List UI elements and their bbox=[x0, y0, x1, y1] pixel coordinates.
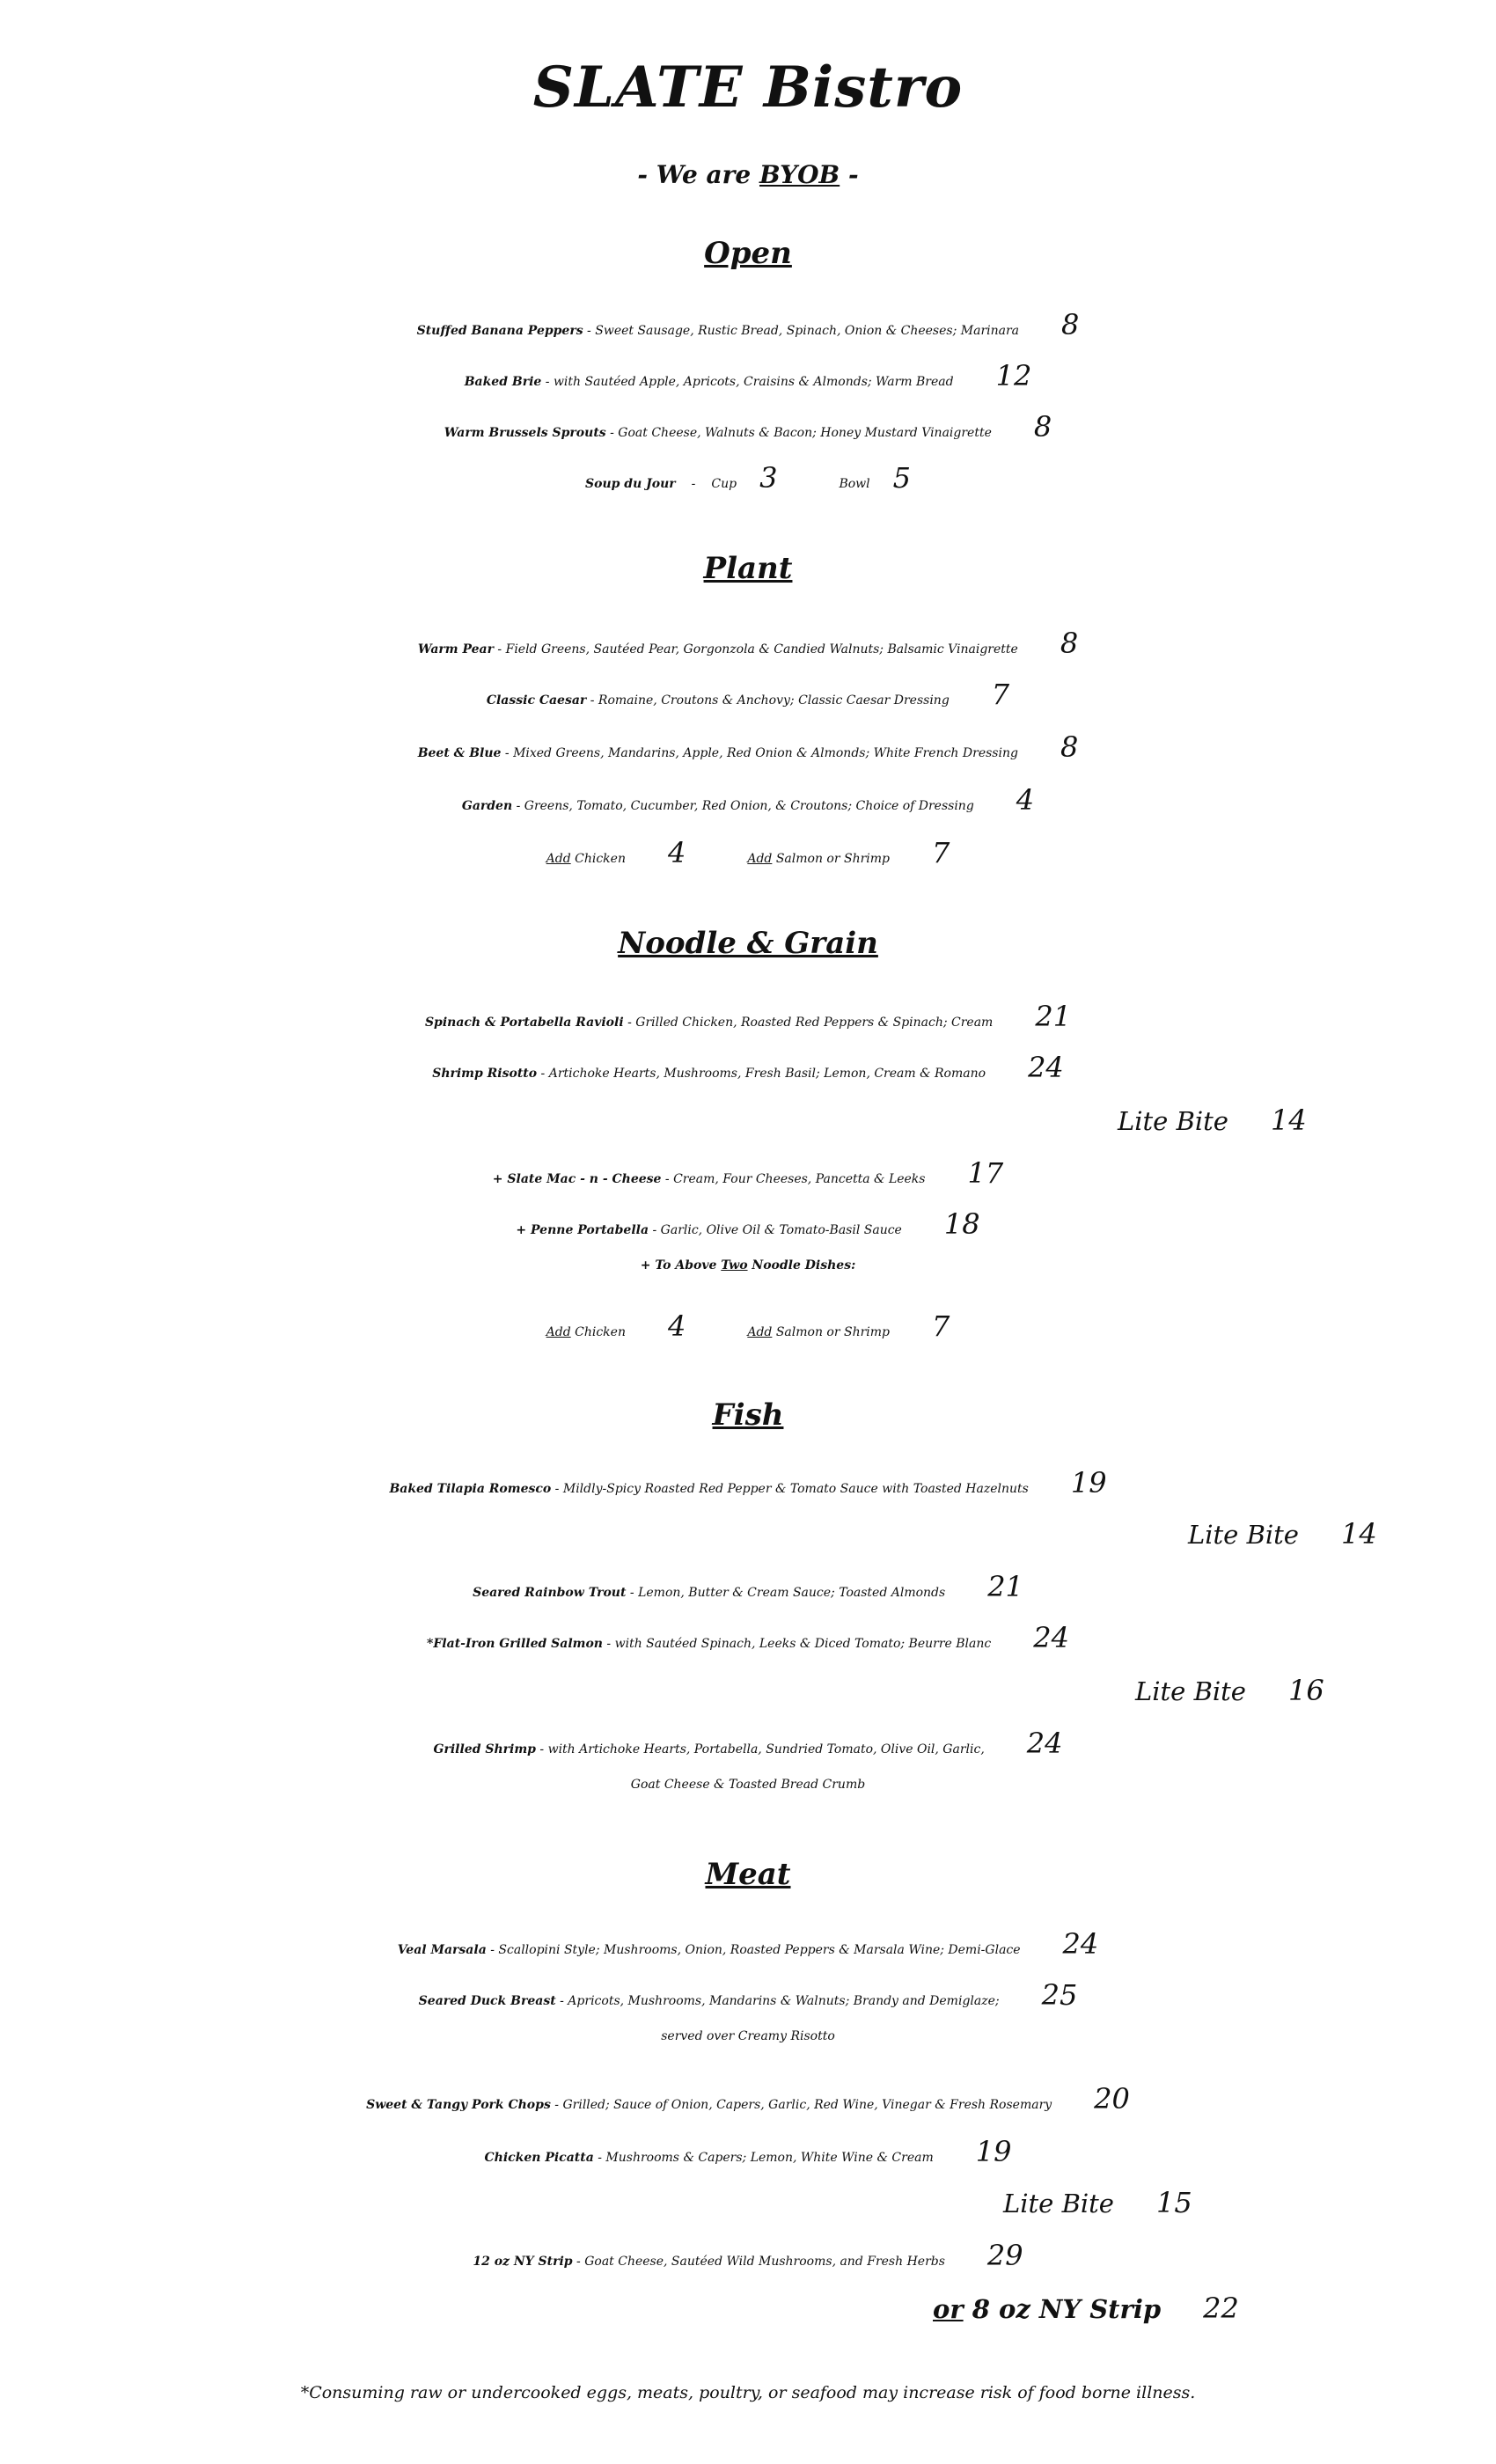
item-price: 8 bbox=[1060, 730, 1079, 764]
item-price: 19 bbox=[1070, 1466, 1107, 1500]
item-price: 20 bbox=[1094, 2082, 1130, 2116]
item-price: 21 bbox=[987, 1570, 1023, 1603]
menu-item: Seared Rainbow Trout - Lemon, Butter & Cream Sauce; Toasted Almonds 21 bbox=[473, 1570, 1023, 1603]
menu-item: Garden - Greens, Tomato, Cucumber, Red Onion, & Croutons; Choice of Dressing 4 bbox=[461, 783, 1035, 817]
item-price: 24 bbox=[1028, 1051, 1064, 1084]
menu-item: Baked Brie - with Sautéed Apple, Apricots, Craisins & Almonds; Warm Bread 12 bbox=[464, 359, 1032, 392]
item-price: 5 bbox=[892, 461, 911, 495]
menu-item: Beet & Blue - Mixed Greens, Mandarins, Apple, Red Onion & Almonds; White French Dressing 8 bbox=[417, 730, 1079, 764]
food-safety-disclaimer: *Consuming raw or undercooked eggs, meats, poultry, or seafood may increase risk of food borne illness. bbox=[300, 2383, 1196, 2402]
item-price: 24 bbox=[1026, 1727, 1063, 1760]
item-price: 8 bbox=[1060, 627, 1079, 660]
item-price: 3 bbox=[759, 461, 778, 495]
item-price: 17 bbox=[967, 1156, 1004, 1190]
item-price: 25 bbox=[1041, 1978, 1078, 2012]
item-price: 7 bbox=[932, 836, 950, 869]
menu-item: *Flat-Iron Grilled Salmon - with Sautéed Spinach, Leeks & Diced Tomato; Beurre Blanc 24 bbox=[427, 1621, 1069, 1654]
add-on-line: Add Chicken 4 Add Salmon or Shrimp 7 bbox=[546, 836, 950, 869]
section-heading-noodle: Noodle & Grain bbox=[618, 926, 878, 961]
item-continuation: served over Creamy Risotto bbox=[661, 2029, 835, 2043]
lite-bite-line: Lite Bite 15 bbox=[1003, 2186, 1192, 2219]
menu-item: Warm Brussels Sprouts - Goat Cheese, Walnuts & Bacon; Honey Mustard Vinaigrette 8 bbox=[444, 410, 1052, 444]
menu-item: Veal Marsala - Scallopini Style; Mushrooms, Onion, Roasted Peppers & Marsala Wine; Demi-Glace 24 bbox=[397, 1927, 1099, 1961]
menu-item: Stuffed Banana Peppers - Sweet Sausage, Rustic Bread, Spinach, Onion & Cheeses; Marinara 8 bbox=[416, 308, 1080, 341]
item-price: 8 bbox=[1033, 410, 1052, 444]
section-heading-open: Open bbox=[704, 236, 792, 271]
item-price: 29 bbox=[986, 2239, 1023, 2272]
item-price: 7 bbox=[991, 678, 1010, 711]
lite-bite-line: Lite Bite 14 bbox=[1118, 1104, 1307, 1137]
section-heading-plant: Plant bbox=[703, 551, 793, 586]
menu-item: Baked Tilapia Romesco - Mildly-Spicy Roasted Red Pepper & Tomato Sauce with Toasted Hazelnuts 19 bbox=[389, 1466, 1107, 1500]
menu-item: Spinach & Portabella Ravioli - Grilled Chicken, Roasted Red Peppers & Spinach; Cream 21 bbox=[424, 1000, 1072, 1033]
item-price: 12 bbox=[995, 359, 1032, 392]
item-price: 16 bbox=[1287, 1674, 1324, 1707]
item-price: 4 bbox=[667, 1309, 686, 1343]
menu-item: Grilled Shrimp - with Artichoke Hearts, Portabella, Sundried Tomato, Olive Oil, Garlic, 24 bbox=[433, 1727, 1063, 1760]
item-price: 21 bbox=[1035, 1000, 1072, 1033]
menu-item: + Penne Portabella - Garlic, Olive Oil & Tomato-Basil Sauce 18 bbox=[516, 1207, 980, 1241]
menu-item: 12 oz NY Strip - Goat Cheese, Sautéed Wild Mushrooms, and Fresh Herbs 29 bbox=[473, 2239, 1023, 2272]
item-price: 22 bbox=[1203, 2292, 1239, 2325]
lite-bite-line: Lite Bite 16 bbox=[1135, 1674, 1324, 1707]
section-heading-fish: Fish bbox=[712, 1397, 784, 1433]
menu-item: Sweet & Tangy Pork Chops - Grilled; Sauce of Onion, Capers, Garlic, Red Wine, Vinegar & Fresh Rosemary 20 bbox=[366, 2082, 1130, 2116]
item-price: 8 bbox=[1061, 308, 1080, 341]
menu-item: Chicken Picatta - Mushrooms & Capers; Lemon, White Wine & Cream 19 bbox=[484, 2135, 1012, 2168]
item-price: 15 bbox=[1155, 2186, 1192, 2219]
byob-tagline: - We are BYOB - bbox=[637, 160, 859, 189]
menu-item: + Slate Mac - n - Cheese - Cream, Four Cheeses, Pancetta & Leeks 17 bbox=[492, 1156, 1004, 1190]
menu-item: Shrimp Risotto - Artichoke Hearts, Mushrooms, Fresh Basil; Lemon, Cream & Romano 24 bbox=[432, 1051, 1064, 1084]
add-on-line: Add Chicken 4 Add Salmon or Shrimp 7 bbox=[546, 1309, 950, 1343]
item-price: 14 bbox=[1340, 1517, 1377, 1551]
noodle-add-note: + To Above Two Noodle Dishes: bbox=[640, 1258, 856, 1272]
item-continuation: Goat Cheese & Toasted Bread Crumb bbox=[630, 1778, 866, 1792]
item-price: 19 bbox=[975, 2135, 1012, 2168]
section-heading-meat: Meat bbox=[705, 1857, 791, 1892]
byob-emphasis: BYOB bbox=[759, 160, 840, 189]
restaurant-title: SLATE Bistro bbox=[532, 55, 964, 121]
soup-line: Soup du Jour - Cup 3 Bowl 5 bbox=[585, 461, 911, 495]
item-price: 24 bbox=[1033, 1621, 1069, 1654]
item-price: 4 bbox=[1016, 783, 1035, 817]
alt-strip-line: or 8 oz NY Strip 22 bbox=[933, 2292, 1239, 2325]
menu-item: Classic Caesar - Romaine, Croutons & Anchovy; Classic Caesar Dressing 7 bbox=[486, 678, 1010, 711]
item-price: 24 bbox=[1062, 1927, 1099, 1961]
item-price: 4 bbox=[667, 836, 686, 869]
lite-bite-line: Lite Bite 14 bbox=[1188, 1517, 1377, 1551]
menu-item: Seared Duck Breast - Apricots, Mushrooms, Mandarins & Walnuts; Brandy and Demiglaze; 25 bbox=[418, 1978, 1078, 2012]
item-price: 14 bbox=[1270, 1104, 1307, 1137]
item-price: 7 bbox=[932, 1309, 950, 1343]
menu-item: Warm Pear - Field Greens, Sautéed Pear, Gorgonzola & Candied Walnuts; Balsamic Vinaigrette 8 bbox=[417, 627, 1079, 660]
item-price: 18 bbox=[943, 1207, 980, 1241]
